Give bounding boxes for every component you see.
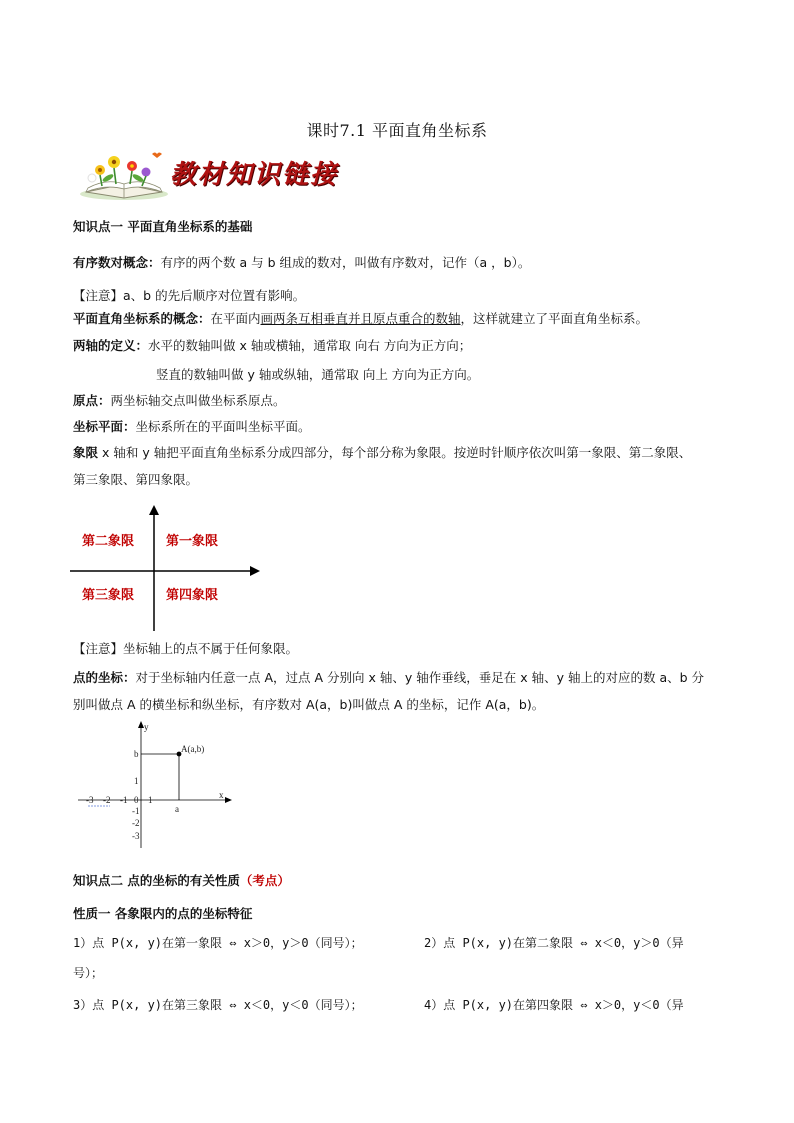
origin-line	[73, 392, 286, 410]
point-a-label: A(a,b)	[181, 744, 205, 754]
property-item-1: 1）点 P(x, y)在第一象限 ⇔ x＞0，y＞0（同号）；	[73, 936, 363, 950]
ordered-pair-line	[73, 254, 530, 272]
b-label: b	[134, 749, 139, 759]
x-axis-label: x	[219, 790, 224, 800]
plane-line	[73, 418, 311, 436]
point-coord-text-1: 对于坐标轴内任意一点 A，过点 A 分别向 x 轴、y 轴作垂线，垂足在 x 轴、y 轴上的对应的数 a、b 分	[135, 670, 705, 685]
system-text-pre: 在平面内	[210, 311, 261, 326]
y-tick-neg3: -3	[132, 831, 140, 841]
y-tick-neg2: -2	[132, 818, 140, 828]
y-axis-label: y	[144, 722, 149, 732]
quadrant-axes	[70, 503, 270, 633]
quadrant-2-label: 第二象限	[82, 534, 135, 549]
plane-text: 坐标系所在的平面叫坐标平面。	[135, 419, 311, 434]
note-text: a、b 的先后顺序对位置有影响。	[123, 288, 306, 303]
section-banner	[78, 148, 348, 200]
x-tick-neg3: -3	[86, 795, 94, 805]
point-coordinate-line-1	[73, 669, 704, 687]
point-coordinate-line-2: 别叫做点 A 的横坐标和纵坐标，有序数对 A(a，b)叫做点 A 的坐标，记作 A(a，b)。	[73, 697, 545, 712]
quadrant-line-1	[73, 444, 691, 462]
quadrant-1-label: 第一象限	[166, 534, 219, 549]
page-title: 课时7.1 平面直角坐标系	[306, 121, 488, 140]
quadrant-text-1: x 轴和 y 轴把平面直角坐标系分成四部分，每个部分称为象限。按逆时针顺序依次叫第一象限、第二象限、	[98, 445, 692, 460]
quadrant-line-2: 第三象限、第四象限。	[73, 472, 199, 487]
x-tick-0: 0	[134, 795, 139, 805]
property-1-heading: 性质一 各象限内的点的坐标特征	[73, 906, 253, 921]
axes-definition-line-2: 竖直的数轴叫做 y 轴或纵轴，通常取 向上 方向为正方向。	[156, 367, 480, 382]
quadrant-4-label: 第四象限	[166, 588, 219, 603]
x-tick-neg2: -2	[103, 795, 111, 805]
note-text-2: 坐标轴上的点不属于任何象限。	[123, 641, 299, 656]
term-axes: 两轴的定义：	[73, 338, 149, 353]
y-tick-1: 1	[134, 776, 139, 786]
section-heading-2	[73, 872, 290, 890]
term-coordinate-system: 平面直角坐标系的概念：	[73, 311, 211, 326]
term-point-coordinate: 点的坐标：	[73, 670, 136, 685]
property-item-4: 4）点 P(x, y)在第四象限 ⇔ x＞0，y＜0（异	[424, 998, 684, 1012]
x-tick-1: 1	[148, 795, 153, 805]
coordinate-diagram	[78, 718, 238, 850]
property-item-2-cont: 号）；	[73, 966, 104, 980]
system-underlined: 画两条互相垂直并且原点重合的数轴	[260, 311, 461, 326]
term-quadrant: 象限	[73, 445, 99, 460]
note-2	[73, 640, 298, 658]
quadrant-3-label: 第三象限	[82, 588, 135, 603]
term-plane: 坐标平面：	[73, 419, 136, 434]
y-tick-neg1: -1	[132, 806, 140, 816]
heading-2-text: 知识点二 点的坐标的有关性质	[73, 873, 240, 888]
banner-title: 教材知识链接	[170, 160, 339, 190]
axes-definition-line-1	[73, 337, 471, 355]
system-text-post: ，这样就建立了平面直角坐标系。	[460, 311, 649, 326]
quadrant-diagram	[70, 503, 270, 633]
book-flowers-icon	[78, 148, 170, 200]
note-tag: 【注意】	[73, 288, 124, 303]
origin-text: 两坐标轴交点叫做坐标系原点。	[110, 393, 286, 408]
section-heading-1: 知识点一 平面直角坐标系的基础	[73, 219, 253, 234]
x-tick-neg1: -1	[120, 795, 128, 805]
property-item-3: 3）点 P(x, y)在第三象限 ⇔ x＜0，y＜0（同号）；	[73, 998, 363, 1012]
a-label: a	[175, 804, 179, 814]
coordinate-system-line	[73, 310, 648, 328]
exam-point-tag: （考点）	[239, 873, 290, 888]
ordered-pair-text: 有序的两个数 a 与 b 组成的数对，叫做有序数对，记作（a ，b）。	[160, 255, 531, 270]
note-1	[73, 287, 305, 305]
coordinate-axes	[78, 718, 238, 850]
term-ordered-pair: 有序数对概念：	[73, 255, 161, 270]
term-origin: 原点：	[73, 393, 111, 408]
note-tag-2: 【注意】	[73, 641, 124, 656]
property-item-2: 2）点 P(x, y)在第二象限 ⇔ x＜0，y＞0（异	[424, 936, 684, 950]
axes-line-1: 水平的数轴叫做 x 轴或横轴，通常取 向右 方向为正方向；	[148, 338, 472, 353]
